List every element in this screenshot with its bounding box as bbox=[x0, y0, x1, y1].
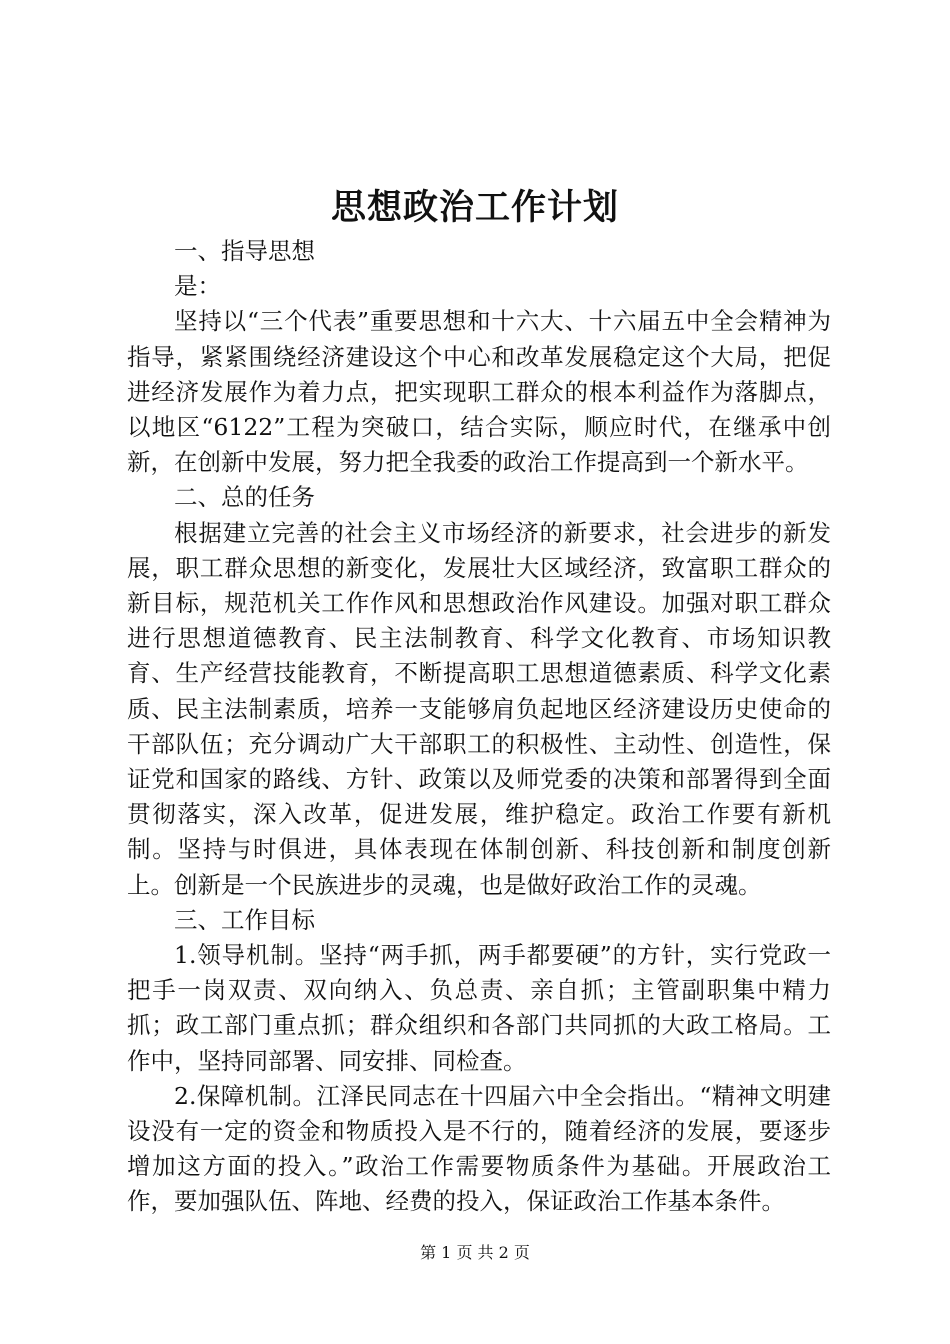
page-number-footer: 第 1 页 共 2 页 bbox=[420, 1243, 530, 1262]
heading-general-tasks: 二、总的任务 bbox=[174, 483, 315, 512]
document-body bbox=[127, 234, 831, 1220]
heading-guiding-ideology: 一、指导思想 bbox=[174, 237, 315, 265]
body-paragraph: 1.领导机制。坚持“两手抓，两手都要硬”的方针，实行党政一把手一岗双责、双向纳入、负总责、亲自抓；主管副职集中精力抓；政工部门重点抓；群众组织和各部门共同抓的大政工格局。工作中，坚持同部署、同安排、同检查。 bbox=[127, 941, 831, 1075]
body-paragraph: 2.保障机制。江泽民同志在十四届六中全会指出。“精神文明建设没有一定的资金和物质投入是不行的，随着经济的发展，要逐步增加这方面的投入。”政治工作需要物质条件为基础。开展政治工作，要加强队伍、阵地、经费的投入，保证政治工作基本条件。 bbox=[127, 1081, 831, 1216]
heading-work-goals: 三、工作目标 bbox=[174, 905, 315, 934]
body-paragraph: 是： bbox=[174, 272, 221, 301]
document-title: 思想政治工作计划 bbox=[330, 187, 619, 228]
body-paragraph: 坚持以“三个代表”重要思想和十六大、十六届五中全会精神为指导，紧紧围绕经济建设这个中心和改革发展稳定这个大局，把促进经济发展作为着力点，把实现职工群众的根本利益作为落脚点，以地区“6122”工程为突破口，结合实际，顺应时代，在继承中创新，在创新中发展，努力把全我委的政治工作提高到一个新水平。 bbox=[127, 307, 831, 477]
body-paragraph: 根据建立完善的社会主义市场经济的新要求，社会进步的新发展，职工群众思想的新变化，发展壮大区域经济，致富职工群众的新目标，规范机关工作作风和思想政治作风建设。加强对职工群众进行思想道德教育、民主法制教育、科学文化教育、市场知识教育、生产经营技能教育，不断提高职工思想道德素质、科学文化素质、民主法制素质，培养一支能够肩负起地区经济建设历史使命的干部队伍；充分调动广大干部职工的积极性、主动性、创造性，保证党和国家的路线、方针、政策以及师党委的决策和部署得到全面贯彻落实，深入改革，促进发展，维护稳定。政治工作要有新机制。坚持与时俱进，具体表现在体制创新、科技创新和制度创新上。创新是一个民族进步的灵魂，也是做好政治工作的灵魂。 bbox=[127, 518, 831, 899]
